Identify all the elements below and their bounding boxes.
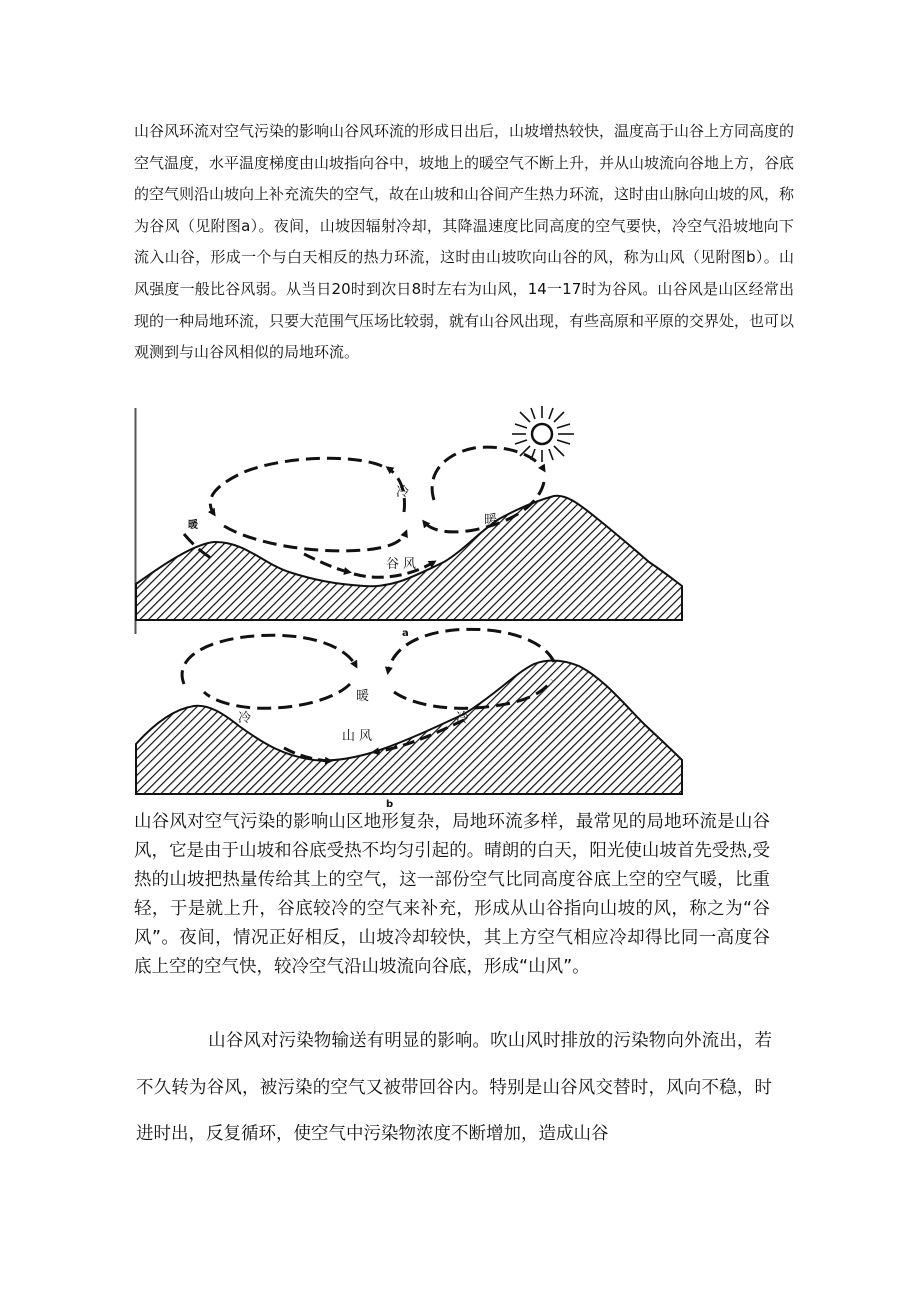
- transport-paragraph: [136, 1018, 772, 1158]
- label-warm-right-a: 暖: [484, 513, 498, 528]
- diagram-a-valley-breeze: [136, 406, 682, 639]
- pollution-paragraph: 山谷风对空气污染的影响山区地形复杂，局地环流多样，最常见的局地环流是山谷风，它是由于山坡和谷底受热不均匀引起的。晴朗的白天，阳光使山坡首先受热,受热的山坡把热量传给其上的空气，这一部份空气比同高度谷底上空的空气暖，比重轻，于是就上升，谷底较冷的空气来补充，形成从山谷指向山坡的风，称之为“谷风”。夜间，情况正好相反，山坡冷却较快，其上方空气相应冷却得比同一高度谷底上空的空气快，较冷空气沿山坡流向谷底，形成“山风”。: [134, 812, 770, 977]
- caption-a: a: [402, 628, 409, 639]
- sun-icon: [512, 406, 574, 462]
- diagram-b-mountain-breeze: [136, 629, 682, 808]
- valley-wind-figure: [134, 404, 694, 808]
- label-mountain-wind: 山风: [342, 729, 377, 744]
- terrain-b: [136, 660, 682, 794]
- label-cold-right-b: 冷: [456, 711, 470, 726]
- caption-b: b: [386, 799, 394, 808]
- intro-paragraph: 山谷风环流对空气污染的影响山谷风环流的形成日出后，山坡增热较快，温度高于山谷上方同高度的空气温度，水平温度梯度由山坡指向谷中，坡地上的暖空气不断上升，并从山坡流向谷地上方，谷底的空气则沿山坡向上补充流失的空气，故在山坡和山谷间产生热力环流，这时由山脉向山坡的风，称为谷风（见附图a）。夜间，山坡因辐射冷却，其降温速度比同高度的空气要快，冷空气沿坡地向下流入山谷，形成一个与白天相反的热力环流，这时由山坡吹向山谷的风，称为山风（见附图b）。山风强度一般比谷风弱。从当日20时到次日8时左右为山风，14一17时为谷风。山谷风是山区经常出现的一种局地环流，只要大范围气压场比较弱，就有山谷风出现，有些高原和平原的交界处，也可以观测到与山谷风相似的局地环流。: [134, 122, 795, 362]
- label-valley-wind: 谷风: [386, 557, 421, 572]
- transport-paragraph-text: 山谷风对污染物输送有明显的影响。吹山风时排放的污染物向外流出，若不久转为谷风，被污染的空气又被带回谷内。特别是山谷风交替时，风向不稳，时进时出，反复循环，使空气中污染物浓度不断增加，造成山谷: [136, 1031, 772, 1144]
- label-warm-left-a: 暖: [188, 520, 198, 531]
- circulation-b-left: [182, 635, 356, 708]
- label-cold-left-b: 冷: [238, 711, 252, 726]
- label-cold-a: 冷: [396, 485, 410, 500]
- label-warm-b: 暖: [356, 689, 370, 704]
